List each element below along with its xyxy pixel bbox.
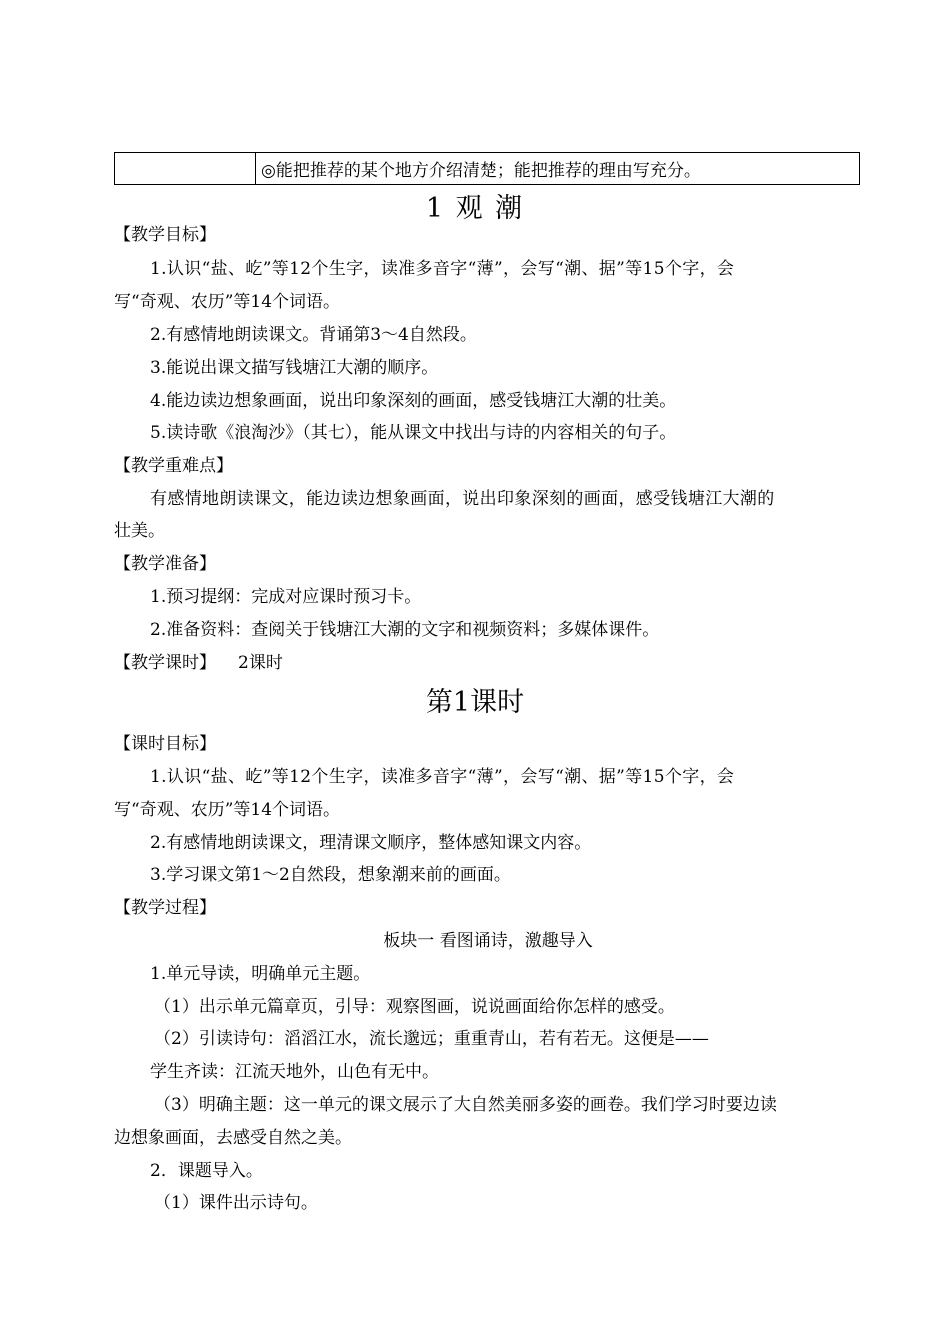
summary-table bbox=[114, 152, 860, 185]
preparation-line: 1.预习提纲：完成对应课时预习卡。 bbox=[150, 587, 422, 607]
process-line: （1）出示单元篇章页，引导：观察图画，说说画面给你怎样的感受。 bbox=[154, 997, 675, 1017]
process-line: （1）课件出示诗句。 bbox=[154, 1193, 318, 1213]
key-points-heading: 【教学重难点】 bbox=[114, 456, 233, 476]
process-line: （3）明确主题：这一单元的课文展示了大自然美丽多姿的画卷。我们学习时要边读 bbox=[154, 1095, 777, 1115]
table-row bbox=[115, 153, 860, 185]
key-points-line: 有感情地朗读课文，能边读边想象画面，说出印象深刻的画面，感受钱塘江大潮的 bbox=[150, 489, 775, 509]
class-hours-value: 2课时 bbox=[238, 653, 283, 673]
period-title: 第1课时 bbox=[425, 687, 525, 718]
section-title: 板块一 看图诵诗，激趣导入 bbox=[383, 931, 593, 951]
period-goal-line: 2.有感情地朗读课文，理清课文顺序，整体感知课文内容。 bbox=[150, 833, 592, 853]
key-points-line: 壮美。 bbox=[114, 521, 165, 541]
period-goal-line: 3.学习课文第1～2自然段，想象潮来前的画面。 bbox=[150, 865, 511, 885]
teaching-goal-line: 2.有感情地朗读课文。背诵第3～4自然段。 bbox=[150, 325, 477, 345]
lesson-title: 1 观 潮 bbox=[425, 193, 525, 224]
preparation-line: 2.准备资料：查阅关于钱塘江大潮的文字和视频资料；多媒体课件。 bbox=[150, 620, 660, 640]
table-cell-left bbox=[115, 153, 256, 185]
period-goals-heading: 【课时目标】 bbox=[114, 734, 216, 754]
preparation-heading: 【教学准备】 bbox=[114, 554, 216, 574]
class-hours-row bbox=[114, 648, 283, 673]
period-goal-line: 写“奇观、农历”等14个词语。 bbox=[114, 800, 341, 820]
process-line: 边想象画面，去感受自然之美。 bbox=[114, 1128, 352, 1148]
teaching-goal-line: 1.认识“盐、屹”等12个生字，读准多音字“薄”，会写“潮、据”等15个字，会 bbox=[150, 259, 735, 279]
teaching-goal-line: 4.能边读边想象画面，说出印象深刻的画面，感受钱塘江大潮的壮美。 bbox=[150, 391, 677, 411]
period-goal-line: 1.认识“盐、屹”等12个生字，读准多音字“薄”，会写“潮、据”等15个字，会 bbox=[150, 767, 735, 787]
table-cell-right: ◎能把推荐的某个地方介绍清楚；能把推荐的理由写充分。 bbox=[256, 153, 860, 185]
process-line: 1.单元导读，明确单元主题。 bbox=[150, 964, 371, 984]
process-line: 学生齐读：江流天地外，山色有无中。 bbox=[150, 1062, 439, 1082]
teaching-goals-heading: 【教学目标】 bbox=[114, 225, 216, 245]
process-line: （2）引读诗句：滔滔江水，流长邈远；重重青山，若有若无。这便是—— bbox=[154, 1029, 709, 1049]
teaching-goal-line: 5.读诗歌《浪淘沙》（其七），能从课文中找出与诗的内容相关的句子。 bbox=[150, 423, 677, 443]
teaching-goal-line: 3.能说出课文描写钱塘江大潮的顺序。 bbox=[150, 358, 439, 378]
process-line: 2．课题导入。 bbox=[150, 1161, 263, 1181]
teaching-goal-line: 写“奇观、农历”等14个词语。 bbox=[114, 292, 341, 312]
class-hours-heading: 【教学课时】 bbox=[114, 653, 216, 673]
process-heading: 【教学过程】 bbox=[114, 898, 216, 918]
